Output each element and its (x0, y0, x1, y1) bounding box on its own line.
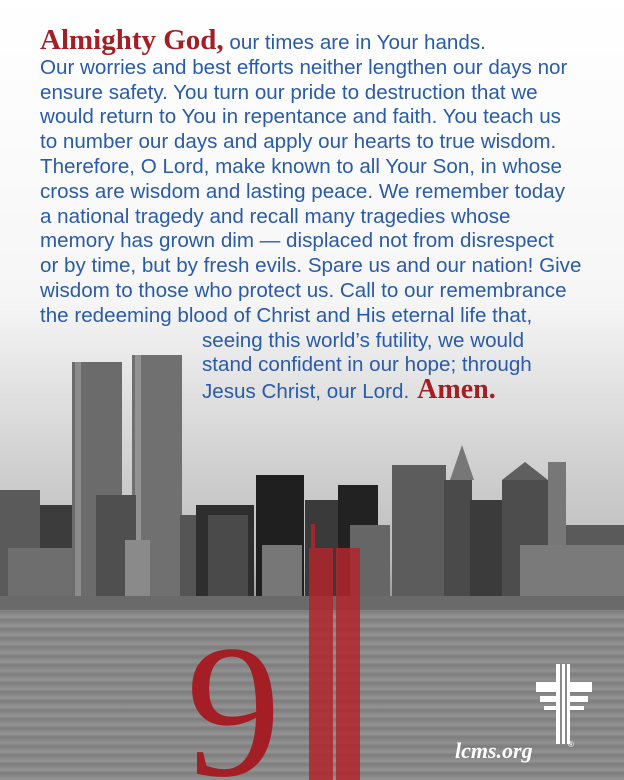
amen: Amen. (417, 374, 496, 406)
red-tower-left (309, 548, 333, 780)
prayer-line: the redeeming blood of Christ and His eternal life that, (40, 303, 533, 327)
prayer-line: cross are wisdom and lasting peace. We remember today (40, 179, 565, 203)
prayer-line: Therefore, O Lord, make known to all Your Son, in whose (40, 154, 563, 178)
prayer-line: would return to You in repentance and faith. You teach us (40, 105, 561, 129)
prayer-line: or by time, but by fresh evils. Spare us and our nation! Give (40, 254, 582, 278)
registered-mark: ® (568, 740, 574, 749)
prayer-line: memory has grown dim — displaced not from disrespect (40, 229, 554, 253)
prayer-line: to number our days and apply our hearts to true wisdom. (40, 130, 557, 154)
numeral-nine: 9 (186, 607, 281, 780)
prayer-opening: Almighty God, (40, 24, 224, 56)
prayer-line: wisdom to those who protect us. Call to our remembrance (40, 278, 567, 302)
red-tower-right (336, 548, 360, 780)
site-url[interactable]: lcms.org (455, 738, 533, 763)
prayer-line: Jesus Christ, our Lord. (202, 380, 410, 404)
prayer-line-indented: stand confident in our hope; through (202, 353, 532, 377)
prayer-line-closing (40, 374, 610, 406)
prayer-line-indented: seeing this world’s futility, we would (202, 328, 525, 352)
lcms-cross-logo (536, 664, 592, 744)
prayer-line: Our worries and best efforts neither lengthen our days nor (40, 55, 568, 79)
prayer-line: our times are in Your hands. (223, 31, 486, 54)
prayer-line: ensure safety. You turn our pride to destruction that we (40, 80, 538, 104)
prayer-line: a national tragedy and recall many tragedies whose (40, 204, 511, 228)
prayer-text (40, 24, 610, 406)
